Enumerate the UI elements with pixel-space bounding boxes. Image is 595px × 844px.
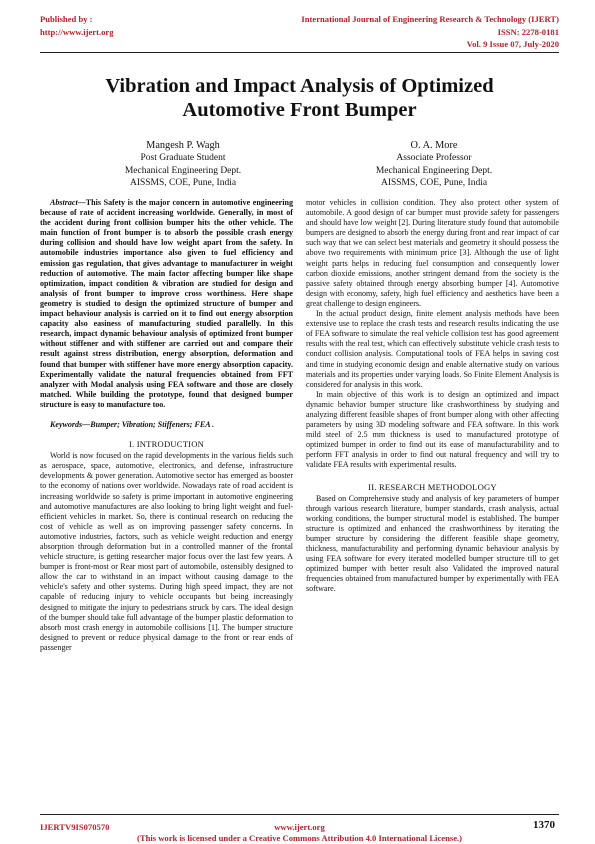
intro-paragraph-2: In the actual product design, finite element analysis methods have been extensive use to replace the crash tests and research results indicating the use of FEA software to simulate the real vehicle collision test has good agreement results with the real test, which can effectively substitute vehicle crash tests to conduct collision analysis. Computational tools of FEA helps in saving cost and time in studying economic design and enable alternative study on various materials and its properties under varying loads. So Finite Element Analysis is considered for analysis in this work.	[306, 309, 559, 389]
left-column	[40, 198, 293, 653]
issn: ISSN: 2278-0181	[497, 26, 559, 37]
title-line-1: Vibration and Impact Analysis of Optimized	[105, 75, 494, 97]
footer-center	[40, 822, 559, 844]
methodology-paragraph-1: Based on Comprehensive study and analysis of key parameters of bumper through various research literature, bumper standards, crash analysis, actual working conditions, the bumper structural model is established. The bumper structure is optimized and enhanced the crashworthiness by iterating the bumper structure by considering the different feasible shape geometry, thickness, manufacturability and performing dynamic behaviour analysis by using FEA software for every iterated modelled bumper structure till to get optimized bumper with better result also Validated the improved natural frequencies obtained from manufactured bumper by experimentally with FEA software.	[306, 493, 559, 594]
keywords: Keywords—Bumper; Vibration; Stiffeners; FEA .	[50, 419, 215, 429]
abstract-label: Abstract—	[50, 198, 86, 207]
right-column	[306, 198, 559, 595]
journal-name: International Journal of Engineering Research & Technology (IJERT)	[301, 14, 559, 24]
header-right	[301, 13, 559, 51]
author-institution: AISSMS, COE, Pune, India	[129, 178, 237, 189]
abstract	[40, 198, 293, 410]
author-dept: Mechanical Engineering Dept.	[375, 165, 493, 176]
header-rule	[40, 52, 559, 53]
paper-title	[40, 74, 559, 122]
author-role: Associate Professor	[396, 153, 472, 164]
paper-id: IJERTV9IS070570	[40, 822, 110, 832]
section-heading-methodology: II. RESEARCH METHODOLOGY	[368, 481, 497, 492]
page-number: 1370	[533, 819, 555, 831]
intro-paragraph-1-continued: motor vehicles in collision condition. They also protect other system of automobile. A good design of car bumper must provide safety for passengers and should have low weight [2]. During literature study found that automobile bumpers are designed to absorb the energy during front and rear impact of car such way that we can select best materials and geometry it should possess the above two requirements with minimum price [3]. Although the use of light weight parts helps in reducing fuel consumption and consequently lower carbon dioxide emissions, another stringent demand from the society is the passive safety obtained through energy absorbing bumper [4]. Automotive design with economy, safety, high fuel efficiency and aesthetics have been a great challenge to design engineers.	[306, 198, 559, 308]
intro-paragraph-1: World is now focused on the rapid developments in the various fields such as aerospace, space, automotive, electronics, and defense, infrastructure developments & power generation. Automotive sector has emerged as booster to the economy of nations over worldwide. Nowadays rate of road accident is increasing worldwide so safety is prime important in automotive engineering and automotive manufactures are also looking to bring light weight and fuel-efficient vehicles in market. So, there is continual research on reducing the cost of vehicle as well as on improving passenger safety concerns. In automotive industries, factors, such as vehicle weight reduction and energy absorption through deformation but in a controlled manner of the frontal vehicle structure, is getting researcher major focus over the last few years. A bumper is front-most or Rear most part of automobile, ostensibly designed to allow the car to withstand in an impact without causing damage to the vehicle's safety and other systems. During high speed impact, they are not capable of reducing injury to vehicle occupants but being increasingly designed to mitigate the injury to pedestrians struck by cars. The ideal design of the bumper should take full advantage of the bumper plastic deformation to absorb most crash energy in automobile collisions [1]. The bumper structure designed to prevent or reduce physical damage to the front or rear ends of passenger	[40, 451, 293, 652]
volume-issue: Vol. 9 Issue 07, July-2020	[466, 39, 559, 49]
author-block-2	[334, 140, 534, 190]
author-dept: Mechanical Engineering Dept.	[124, 165, 242, 176]
author-block-1	[83, 140, 283, 190]
publisher-label: Published by :	[40, 14, 93, 24]
footer-rule	[40, 814, 559, 815]
author-name: Mangesh P. Wagh	[146, 140, 220, 151]
abstract-text: This Safety is the major concern in automotive engineering because of rate of accident increasing worldwide. Generally, in most of the accident during front collision bumper hits the other vehicle. The main function of front bumper is to absorb the possible crash energy during collision and should have low weight apart from the safety. In automobile industries importance also given to fuel efficiency and emission gas regulation, that gives advantage to manufacturer in weight reduction of automotive. The main factor affecting bumper like shape optimization, impact condition & vibration are studied for design and analysis of front bumper to improve cross worthiness. Here shape geometry is studied to design the optimized structure of bumper and impact behaviour analysis is carried on it to find out energy absorption capacity also easiness of manufacturing studied parallelly. In this research, impact dynamic behaviour analysis of optimized front bumper without stiffener and with stiffener are carried out and compare their result against stress distribution, energy absorption, deformation and found that bumper with stiffener have more energy absorption capacity. Experimentally validate the natural frequencies obtained from FFT analyzer with Modal analysis using FEA software and those are closely matched. While building the prototype, found that designed bumper structure is easy to manufacture too.	[40, 198, 293, 409]
author-name: O. A. More	[410, 140, 458, 151]
author-institution: AISSMS, COE, Pune, India	[380, 178, 488, 189]
intro-paragraph-3: In main objective of this work is to design an optimized and impact dynamic behavior bumper structure like crashworthiness by studying and analyzing different feasible shapes of front bumper along with other affecting parameters by using 3D modeling software and FEA software. In this work mild steel of 2.5 mm thickness is used to manufactured prototype of optimized bumper in order to find out its ease of manufacturability and to perform FFT analysis in order to find out natural frequency and will try to validate FEA results with experimental results.	[306, 389, 559, 470]
title-line-2: Automotive Front Bumper	[182, 99, 417, 121]
footer-site-link[interactable]: www.ijert.org	[274, 822, 325, 832]
journal-url-link[interactable]: http://www.ijert.org	[40, 26, 114, 37]
author-role: Post Graduate Student	[140, 153, 226, 164]
license-note: (This work is licensed under a Creative Commons Attribution 4.0 International License.)	[136, 833, 463, 843]
section-heading-introduction: I. INTRODUCTION	[128, 439, 205, 450]
header-left	[40, 13, 114, 38]
